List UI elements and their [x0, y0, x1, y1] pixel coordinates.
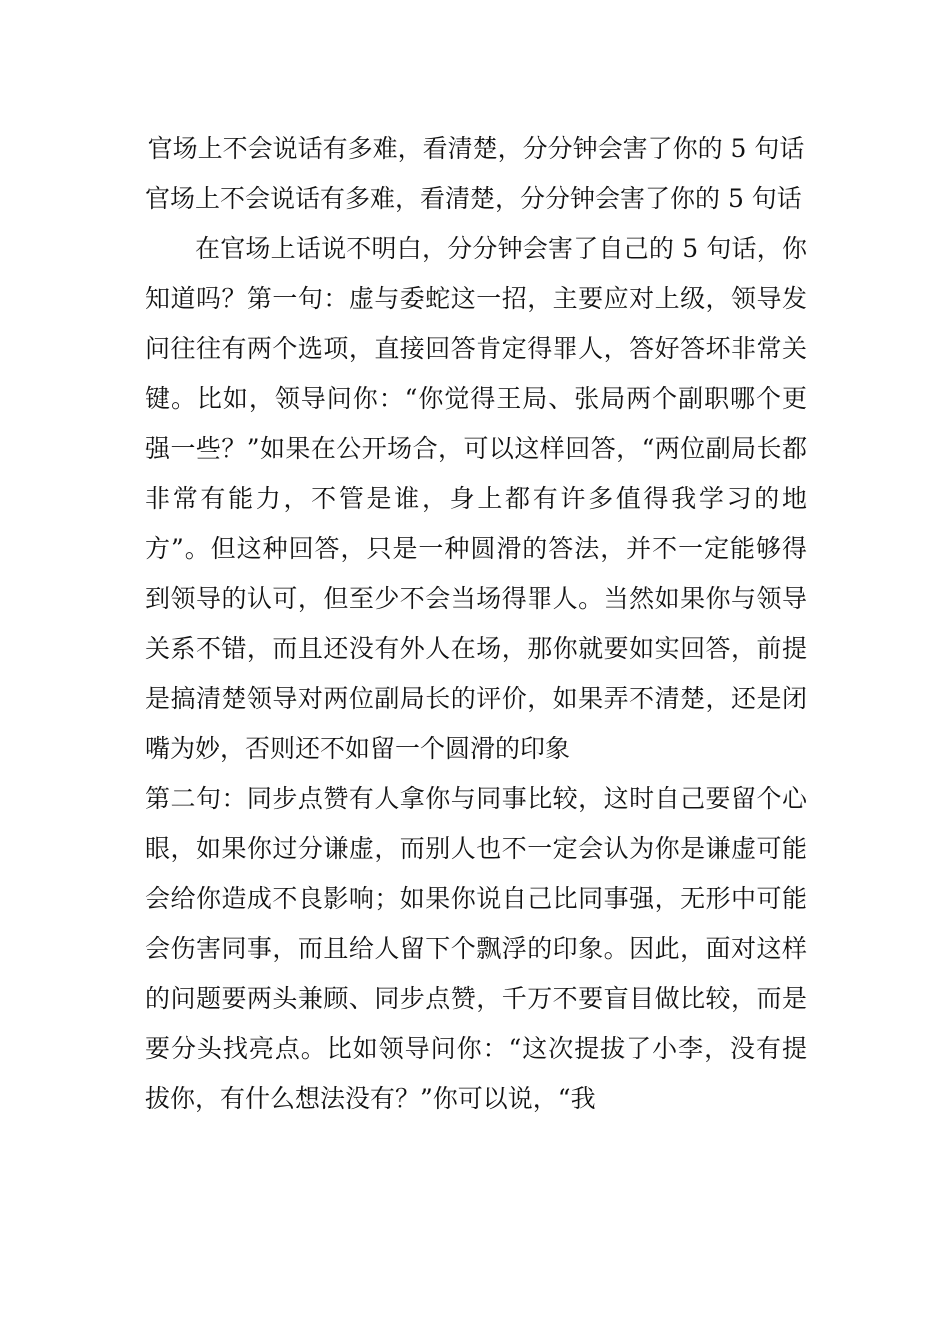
paragraph-1: 在官场上话说不明白，分分钟会害了自己的 5 句话，你知道吗？第一句：虚与委蛇这一招，主要应对上级，领导发问往往有两个选项，直接回答肯定得罪人，答好答坏非常关键。比如，领导问你：“你觉得王局、张局两个副职哪个更强一些？”如果在公开场合，可以这样回答，“两位副局长都非常有能力，不管是谁，身上都有许多值得我学习的地方”。但这种回答，只是一种圆滑的答法，并不一定能够得到领导的认可，但至少不会当场得罪人。当然如果你与领导关系不错，而且还没有外人在场，那你就要如实回答，前提是搞清楚领导对两位副局长的评价，如果弄不清楚，还是闭嘴为妙，否则还不如留一个圆滑的印象 — [145, 234, 807, 763]
document-title: 官场上不会说话有多难，看清楚，分分钟会害了你的 5 句话 — [147, 134, 805, 163]
document-heading: 官场上不会说话有多难，看清楚，分分钟会害了你的 5 句话 — [145, 184, 802, 213]
paragraph-2: 第二句：同步点赞有人拿你与同事比较，这时自己要留个心眼，如果你过分谦虚，而别人也不一定会认为你是谦虚可能会给你造成不良影响；如果你说自己比同事强，无形中可能会伤害同事，而且给人留下个飘浮的印象。因此，面对这样的问题要两头兼顾、同步点赞，千万不要盲目做比较，而是要分头找亮点。比如领导问你：“这次提拔了小李，没有提拔你，有什么想法没有？”你可以说，“我 — [145, 784, 807, 1113]
document-body — [145, 124, 807, 1124]
